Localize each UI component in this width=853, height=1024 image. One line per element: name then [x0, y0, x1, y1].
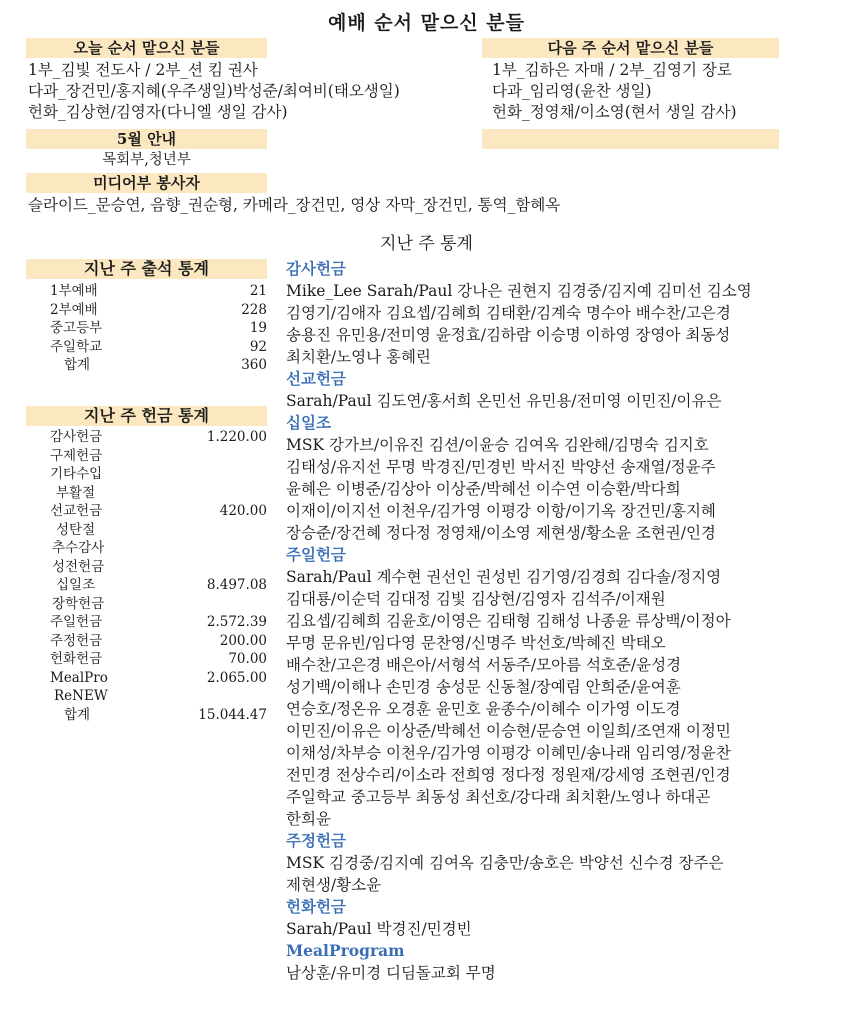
attendance-row	[30, 338, 267, 357]
offering-stat-value: 70.00	[228, 651, 267, 667]
offering-line: 남상훈/유미경 디딤돌교회 무명	[286, 964, 496, 982]
attendance-value: 92	[249, 338, 267, 355]
stats-title: 지난 주 통계	[380, 234, 473, 254]
next-line: 1부_김하은 자매 / 2부_김영기 장로	[492, 61, 732, 79]
offering-line: 연승호/정온유 오경훈 윤민호 윤종수/이혜수 이가영 이도경	[286, 700, 681, 718]
next-header: 다음 주 순서 맡으신 분들	[482, 38, 779, 58]
offering-stat-label: 주일헌금	[50, 614, 103, 630]
offering-stat-label: 부활절	[56, 484, 96, 501]
offering-stat-label: 선교헌금	[50, 503, 103, 519]
offering-stat-value: 8.497.08	[206, 577, 267, 593]
offering-names	[286, 434, 846, 544]
offering-stats-header: 지난 주 헌금 통계	[26, 406, 267, 426]
offering-stat-row	[30, 650, 267, 669]
offering-section-flower	[286, 896, 846, 940]
offering-stat-label: 성전헌금	[52, 558, 105, 575]
offering-stat-label: 합계	[64, 706, 91, 723]
offering-names	[286, 566, 846, 830]
offering-title: 감사헌금	[286, 259, 346, 278]
offering-stat-value: 200.00	[219, 632, 267, 649]
offering-title: 주일헌금	[286, 545, 346, 564]
offering-stat-row	[30, 521, 267, 540]
offering-stat-value: 2.065.00	[206, 669, 267, 686]
offering-stat-label: 성탄절	[56, 521, 96, 538]
attendance-label: 합계	[64, 357, 91, 373]
offering-line: 김대룡/이순덕 김대정 김빛 김상현/김영자 김석주/이재원	[286, 590, 666, 608]
next-list	[492, 60, 737, 123]
offering-line: Sarah/Paul 계수현 권선인 권성빈 김기영/김경희 김다솔/정지영	[286, 568, 722, 586]
offering-line: 장승준/장건혜 정다정 정영채/이소영 제현생/황소윤 조현권/인경	[286, 524, 716, 542]
offering-line: 전민경 전상수리/이소라 전희영 정다정 정원재/강세영 조현권/인경	[286, 766, 731, 784]
next-empty-bar	[482, 129, 779, 149]
attendance-value: 21	[249, 283, 267, 299]
offering-names	[286, 390, 846, 412]
offering-line: MSK 강가브/이유진 김션/이윤승 김여옥 김완해/김명숙 김지호	[286, 436, 709, 454]
offering-line: 김태성/유지선 무명 박경진/민경빈 박서진 박양선 송재열/정윤주	[286, 458, 716, 476]
offering-stat-row	[30, 558, 267, 577]
offering-stats-table	[30, 428, 267, 724]
attendance-table	[30, 282, 267, 375]
attendance-row	[30, 301, 267, 320]
page-title: 예배 순서 맡으신 분들	[327, 12, 526, 34]
offering-stat-row	[30, 669, 267, 688]
attendance-row	[30, 319, 267, 338]
offering-line: 송용진 유민용/전미영 윤정효/김하람 이승명 이하영 장영아 최동성	[286, 326, 731, 344]
offering-title: MealProgram	[286, 941, 405, 960]
attendance-header: 지난 주 출석 통계	[26, 259, 267, 279]
offering-line: 윤혜은 이병준/김상아 이상준/박혜선 이수연 이승환/박다희	[286, 480, 681, 498]
offering-stat-value: 15.044.47	[198, 706, 267, 723]
offering-stat-label: 기타수입	[50, 466, 103, 482]
offering-title: 주정헌금	[286, 831, 346, 850]
attendance-label: 중고등부	[50, 320, 103, 336]
offering-title: 선교헌금	[286, 369, 346, 388]
offering-stat-row	[30, 539, 267, 558]
offering-line: 무명 문유빈/임다영 문찬영/신명주 박선호/박혜진 박태오	[286, 634, 666, 652]
offering-stat-row	[30, 687, 267, 706]
offering-title: 십일조	[286, 413, 331, 432]
today-line: 헌화_김상현/김영자(다니엘 생일 감사)	[28, 103, 288, 121]
offering-stat-label: ReNEW	[54, 688, 108, 704]
attendance-label: 2부예배	[50, 301, 98, 318]
offering-stat-row	[30, 613, 267, 632]
today-list	[28, 60, 400, 123]
media-text: 슬라이드_문승연, 음향_권순형, 카메라_장건민, 영상 자막_장건민, 통역_함혜옥	[28, 196, 561, 214]
offering-section-mission	[286, 368, 846, 412]
offering-details	[286, 258, 846, 984]
offering-stat-row	[30, 447, 267, 466]
offering-section-thanks	[286, 258, 846, 368]
offering-names	[286, 918, 846, 940]
offering-line: 이채성/차부승 이천우/김가영 이평강 이혜민/송나래 임리영/정윤찬	[286, 744, 731, 762]
offering-stat-label: 장학헌금	[52, 595, 105, 612]
offering-stat-row	[30, 632, 267, 651]
offering-stat-label: MealPro	[50, 669, 108, 686]
offering-stat-label: 추수감사	[52, 540, 105, 556]
offering-section-sunday	[286, 544, 846, 830]
offering-stat-row	[30, 576, 267, 595]
offering-stat-label: 주정헌금	[50, 632, 103, 649]
offering-line: MSK 김경중/김지예 김여옥 김충만/송호은 박양선 신수경 장주은	[286, 854, 724, 872]
offering-line: 김영기/김애자 김요셉/김혜희 김태환/김계숙 명수아 배수찬/고은경	[286, 304, 731, 322]
offering-line: 김요셉/김혜희 김윤호/이영은 김태형 김해성 나종윤 류상백/이정아	[286, 612, 731, 630]
offering-line: 배수찬/고은경 배은아/서형석 서동주/모아름 석호준/윤성경	[286, 656, 682, 674]
attendance-row	[30, 282, 267, 301]
today-line: 1부_김빛 전도사 / 2부_션 킴 권사	[28, 61, 258, 79]
offering-stat-label: 구제헌금	[50, 447, 103, 464]
today-header: 오늘 순서 맡으신 분들	[26, 38, 267, 58]
attendance-label: 1부예배	[50, 283, 98, 299]
offering-section-designated	[286, 830, 846, 896]
offering-stat-label: 감사헌금	[50, 429, 103, 445]
next-line: 헌화_정영채/이소영(현서 생일 감사)	[492, 103, 737, 121]
attendance-total-row	[30, 356, 267, 375]
offering-stat-value: 2.572.39	[206, 614, 267, 630]
offering-section-mealprogram	[286, 940, 846, 984]
offering-stat-row	[30, 502, 267, 521]
offering-line: Sarah/Paul 박경진/민경빈	[286, 920, 472, 938]
offering-line: 성기백/이해나 손민경 송성문 신동철/장예림 안희준/윤여훈	[286, 678, 681, 696]
attendance-value: 360	[241, 357, 267, 373]
today-line: 다과_장건민/홍지혜(우주생일)박성준/최여비(태오생일)	[28, 82, 400, 100]
offering-line: Mike_Lee Sarah/Paul 강나은 권현지 김경중/김지예 김미선 김소영	[286, 282, 752, 300]
offering-line: 제현생/황소윤	[286, 876, 382, 894]
offering-stat-label: 헌화헌금	[50, 651, 103, 667]
offering-line: 주일학교 중고등부 최동성 최선호/강다래 최치환/노영나 하대곤	[286, 788, 711, 806]
offering-line: 이재이/이지선 이천우/김가영 이평강 이항/이기옥 장건민/홍지혜	[286, 502, 716, 520]
offering-line: 이민진/이유은 이상준/박혜선 이승현/문승연 이일희/조연재 이정민	[286, 722, 731, 740]
offering-names	[286, 852, 846, 896]
offering-title: 헌화헌금	[286, 897, 346, 916]
may-notice-header: 5월 안내	[26, 129, 267, 149]
offering-section-tithe	[286, 412, 846, 544]
offering-line: 최치환/노영나 홍혜린	[286, 348, 431, 366]
offering-stat-row	[30, 465, 267, 484]
attendance-label: 주일학교	[50, 338, 103, 355]
offering-stat-total-row	[30, 706, 267, 725]
offering-stat-row	[30, 428, 267, 447]
offering-stat-value: 420.00	[219, 503, 267, 519]
offering-stat-label: 십일조	[56, 577, 96, 593]
media-header: 미디어부 봉사자	[26, 173, 267, 193]
offering-stat-row	[30, 484, 267, 503]
may-notice-text: 목회부,청년부	[102, 152, 191, 168]
attendance-value: 19	[249, 320, 267, 336]
offering-stat-value: 1.220.00	[206, 429, 267, 445]
offering-names	[286, 962, 846, 984]
next-line: 다과_임리영(윤찬 생일)	[492, 82, 652, 100]
offering-line: Sarah/Paul 김도연/홍서희 온민선 유민용/전미영 이민진/이유은	[286, 392, 722, 410]
offering-line: 한희윤	[286, 810, 331, 828]
offering-stat-row	[30, 595, 267, 614]
attendance-value: 228	[241, 301, 267, 318]
offering-names	[286, 280, 846, 368]
